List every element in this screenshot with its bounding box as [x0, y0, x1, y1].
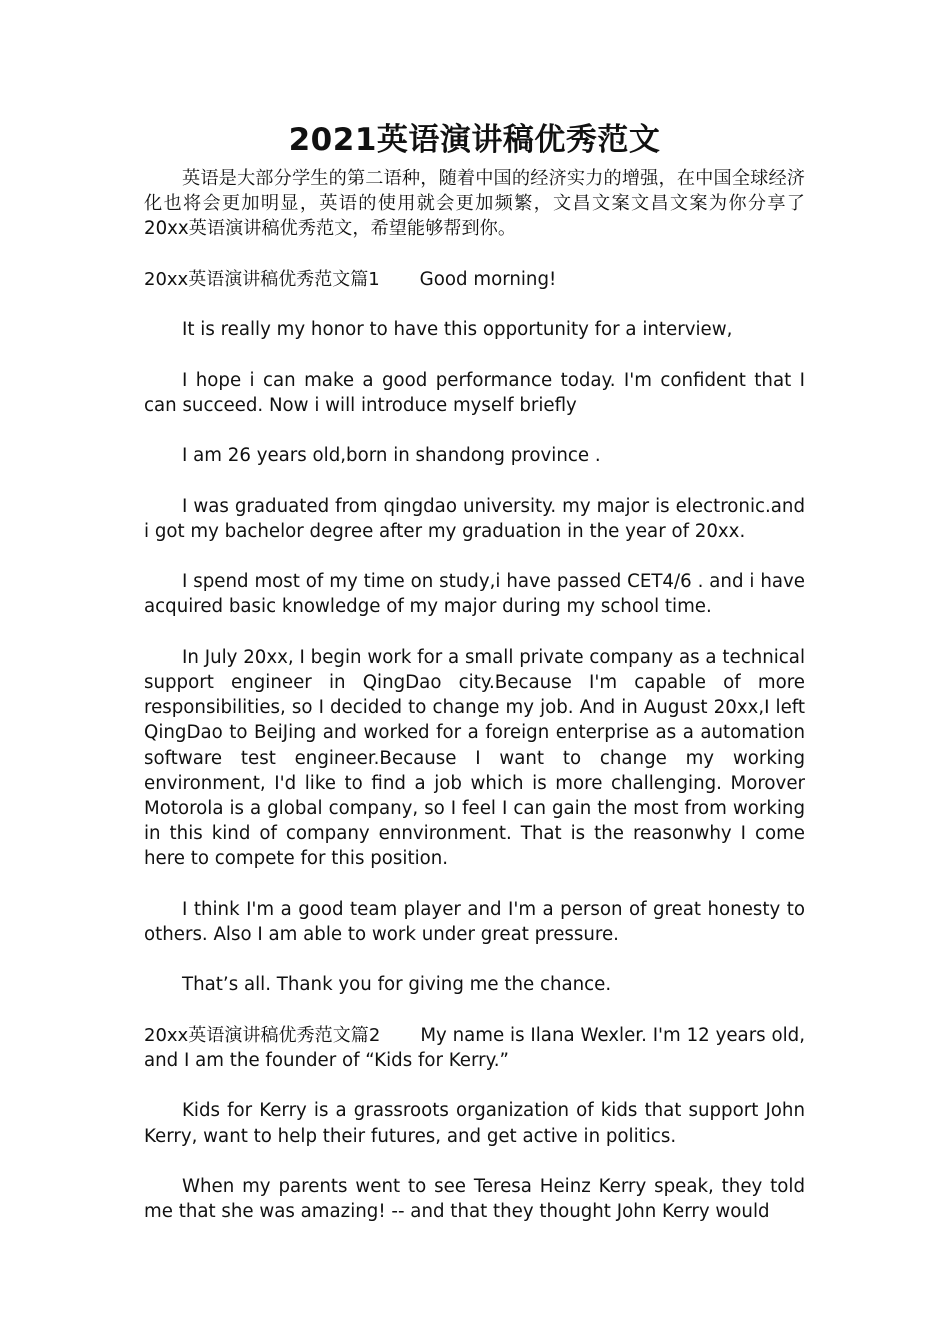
section-1-heading-line — [144, 267, 805, 292]
section-2-first-line: My name is Ilana Wexler. I'm 12 years old, and I am the founder of “Kids for Kerry.” — [144, 1024, 805, 1071]
section-1-paragraph: It is really my honor to have this opportunity for a interview, — [182, 319, 733, 341]
section-2-paragraph: When my parents went to see Teresa Heinz Kerry speak, they told me that she was amazing! -- and that they thought John Kerry would — [144, 1175, 805, 1223]
section-1-paragraph: I spend most of my time on study,i have passed CET4/6 . and i have acquired basic knowledge of my major during my school time. — [144, 571, 805, 618]
section-1-paragraph: I am 26 years old,born in shandong province . — [182, 445, 601, 467]
document-title: 2021英语演讲稿优秀范文 — [288, 122, 661, 158]
section-1-heading: 20xx英语演讲稿优秀范文篇1 — [144, 268, 380, 290]
section-2-heading: 20xx英语演讲稿优秀范文篇2 — [144, 1024, 381, 1046]
section-2-paragraph: Kids for Kerry is a grassroots organization of kids that support John Kerry, want to help their futures, and get active in politics. — [144, 1100, 805, 1147]
intro-paragraph: 英语是大部分学生的第二语种，随着中国的经济实力的增强，在中国全球经济化也将会更加明显，英语的使用就会更加频繁，文昌文案文昌文案为你分享了20xx英语演讲稿优秀范文，希望能够帮到你。 — [144, 168, 805, 240]
section-1-paragraph: That’s all. Thank you for giving me the chance. — [182, 974, 612, 996]
section-1-paragraph: I think I'm a good team player and I'm a person of great honesty to others. Also I am able to work under great pressure. — [144, 898, 805, 945]
section-1-first-line: Good morning! — [419, 268, 557, 290]
section-1-paragraph: I hope i can make a good performance today. I'm confident that I can succeed. Now i will introduce myself briefly — [144, 369, 805, 416]
section-1-paragraph: I was graduated from qingdao university. my major is electronic.and i got my bachelor degree after my graduation in the year of 20xx. — [144, 495, 805, 542]
document-body — [144, 118, 805, 1250]
section-1-paragraph: In July 20xx, I begin work for a small private company as a technical support engineer in QingDao city.Because I'm capable of more responsibilities, so I decided to change my job. And in August 20xx,I left QingDao to BeiJing and worked for a foreign enterprise as a automation software test engineer.Because I want to change my working environment, I'd like to find a job which is more challenging. Morover Motorola is a global company, so I feel I can gain the most from working in this kind of company ennvironment. That is the reasonwhy I come here to compete for this position. — [144, 646, 805, 870]
section-2-heading-line — [144, 1023, 805, 1073]
